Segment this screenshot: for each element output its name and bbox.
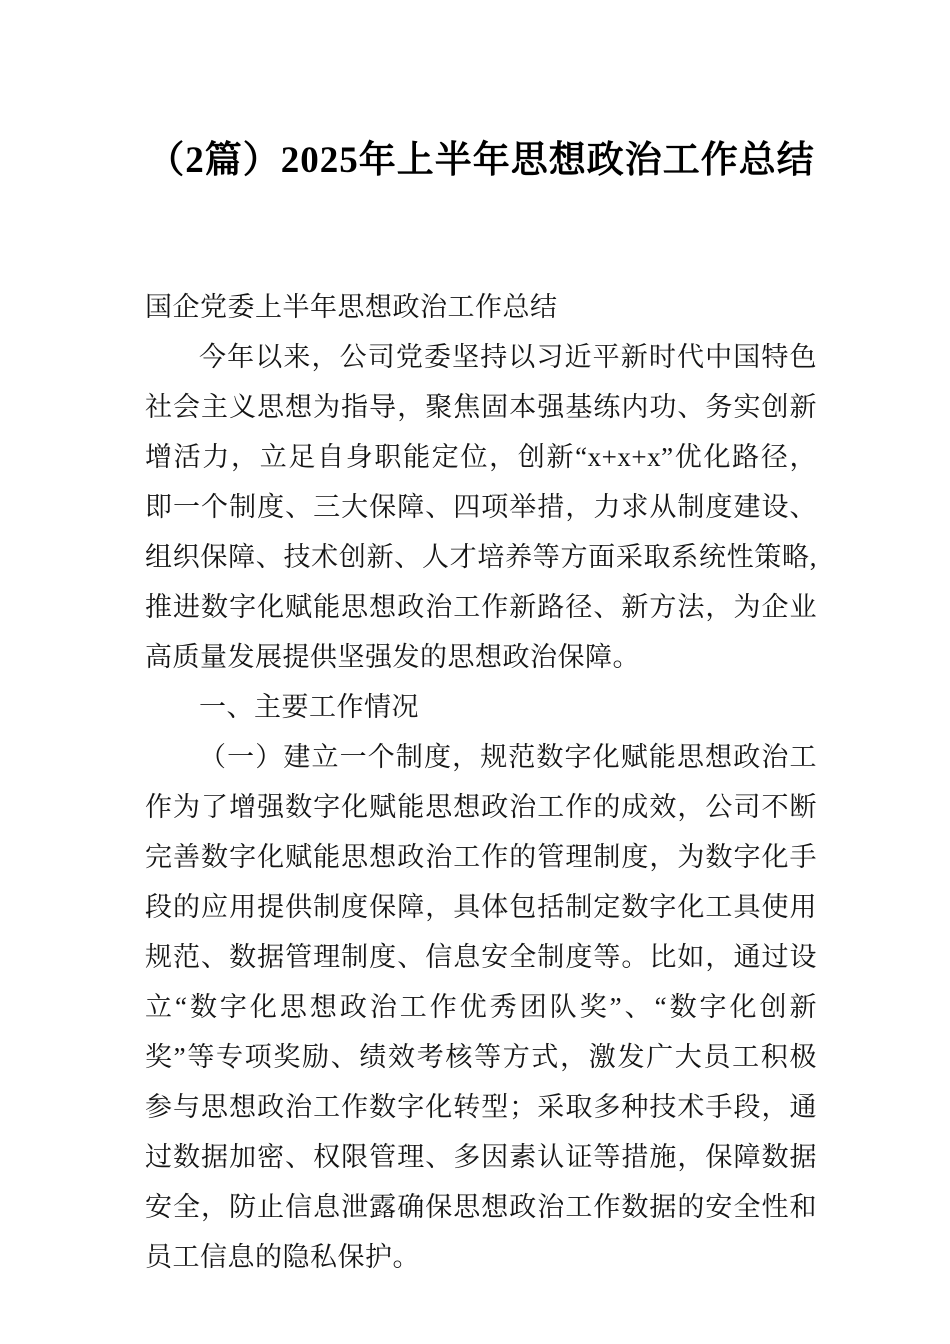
document-title: （2篇）2025年上半年思想政治工作总结 bbox=[147, 140, 815, 181]
paragraph: 今年以来，公司党委坚持以习近平新时代中国特色社会主义思想为指导，聚焦固本强基练内功、务实创新增活力，立足自身职能定位，创新“x+x+x”优化路径，即一个制度、三大保障、四项举措，力求从制度建设、组织保障、技术创新、人才培养等方面采取系统性策略,推进数字化赋能思想政治工作新路径、新方法，为企业高质量发展提供坚强发的思想政治保障。 bbox=[145, 342, 817, 672]
paragraph: 国企党委上半年思想政治工作总结 bbox=[145, 292, 558, 322]
paragraph: （一）建立一个制度，规范数字化赋能思想政治工作为了增强数字化赋能思想政治工作的成效，公司不断完善数字化赋能思想政治工作的管理制度，为数字化手段的应用提供制度保障，具体包括制定数字化工具使用规范、数据管理制度、信息安全制度等。比如，通过设立“数字化思想政治工作优秀团队奖”、“数字化创新奖”等专项奖励、绩效考核等方式，激发广大员工积极参与思想政治工作数字化转型；采取多种技术手段，通过数据加密、权限管理、多因素认证等措施，保障数据安全，防止信息泄露确保思想政治工作数据的安全性和员工信息的隐私保护。 bbox=[145, 742, 817, 1272]
document-body bbox=[145, 282, 817, 1282]
paragraph: 一、主要工作情况 bbox=[199, 692, 419, 722]
